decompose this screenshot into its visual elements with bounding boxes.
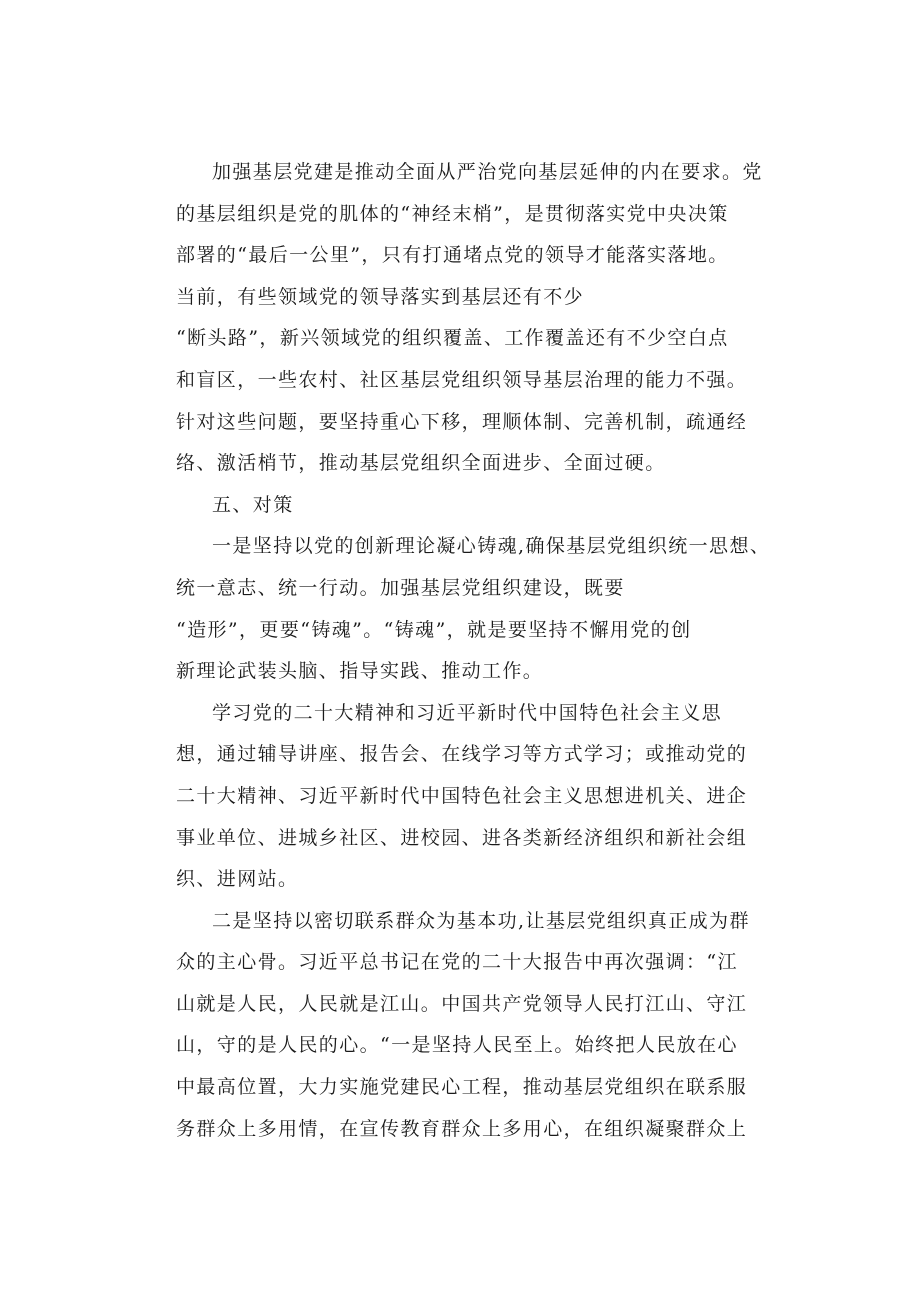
text-line-6: 和盲区，一些农村、社区基层党组织领导基层治理的能力不强。 bbox=[176, 368, 748, 391]
text-line-14: 学习党的二十大精神和习近平新时代中国特色社会主义思 bbox=[212, 701, 723, 724]
text-line-21: 山就是人民，人民就是江山。中国共产党领导人民打江山、守江 bbox=[176, 992, 748, 1015]
text-line-11: 统一意志、统一行动。加强基层党组织建设，既要 bbox=[176, 576, 625, 599]
document-body bbox=[176, 152, 776, 1150]
text-line-12: “造形”，更要“铸魂”。“铸魂”，就是要坚持不懈用党的创 bbox=[176, 618, 692, 641]
text-line-20: 众的主心骨。习近平总书记在党的二十大报告中再次强调：“江 bbox=[176, 951, 738, 974]
section-heading: 五、对策 bbox=[212, 493, 294, 516]
text-line-18: 织、进网站。 bbox=[176, 868, 299, 891]
text-line-17: 事业单位、进城乡社区、进校园、进各类新经济组织和新社会组 bbox=[176, 826, 748, 849]
text-line-16: 二十大精神、习近平新时代中国特色社会主义思想进机关、进企 bbox=[176, 784, 748, 807]
text-line-10: 一是坚持以党的创新理论凝心铸魂,确保基层党组织统一思想、 bbox=[212, 535, 771, 558]
text-line-7: 针对这些问题，要坚持重心下移，理顺体制、完善机制，疏通经 bbox=[176, 410, 748, 433]
text-line-23: 中最高位置，大力实施党建民心工程，推动基层党组织在联系服 bbox=[176, 1076, 748, 1099]
text-line-8: 络、激活梢节，推动基层党组织全面进步、全面过硬。 bbox=[176, 452, 666, 475]
text-line-24: 务群众上多用情，在宣传教育群众上多用心，在组织凝聚群众上 bbox=[176, 1117, 748, 1140]
text-line-1: 加强基层党建是推动全面从严治党向基层延伸的内在要求。党 bbox=[212, 161, 763, 183]
text-line-5: “断头路”，新兴领域党的组织覆盖、工作覆盖还有不少空白点 bbox=[176, 327, 729, 350]
text-line-15: 想，通过辅导讲座、报告会、在线学习等方式学习；或推动党的 bbox=[176, 743, 748, 766]
text-line-3: 部署的“最后一公里”，只有打通堵点党的领导才能落实落地。 bbox=[176, 244, 729, 267]
text-line-4: 当前，有些领域党的领导落实到基层还有不少 bbox=[176, 285, 585, 308]
text-line-19: 二是坚持以密切联系群众为基本功,让基层党组织真正成为群 bbox=[212, 909, 750, 932]
text-line-22: 山，守的是人民的心。“一是坚持人民至上。始终把人民放在心 bbox=[176, 1034, 738, 1057]
text-line-2: 的基层组织是党的肌体的“神经末梢”，是贯彻落实党中央决策 bbox=[176, 202, 729, 225]
text-line-13: 新理论武装头脑、指导实践、推动工作。 bbox=[176, 660, 544, 683]
